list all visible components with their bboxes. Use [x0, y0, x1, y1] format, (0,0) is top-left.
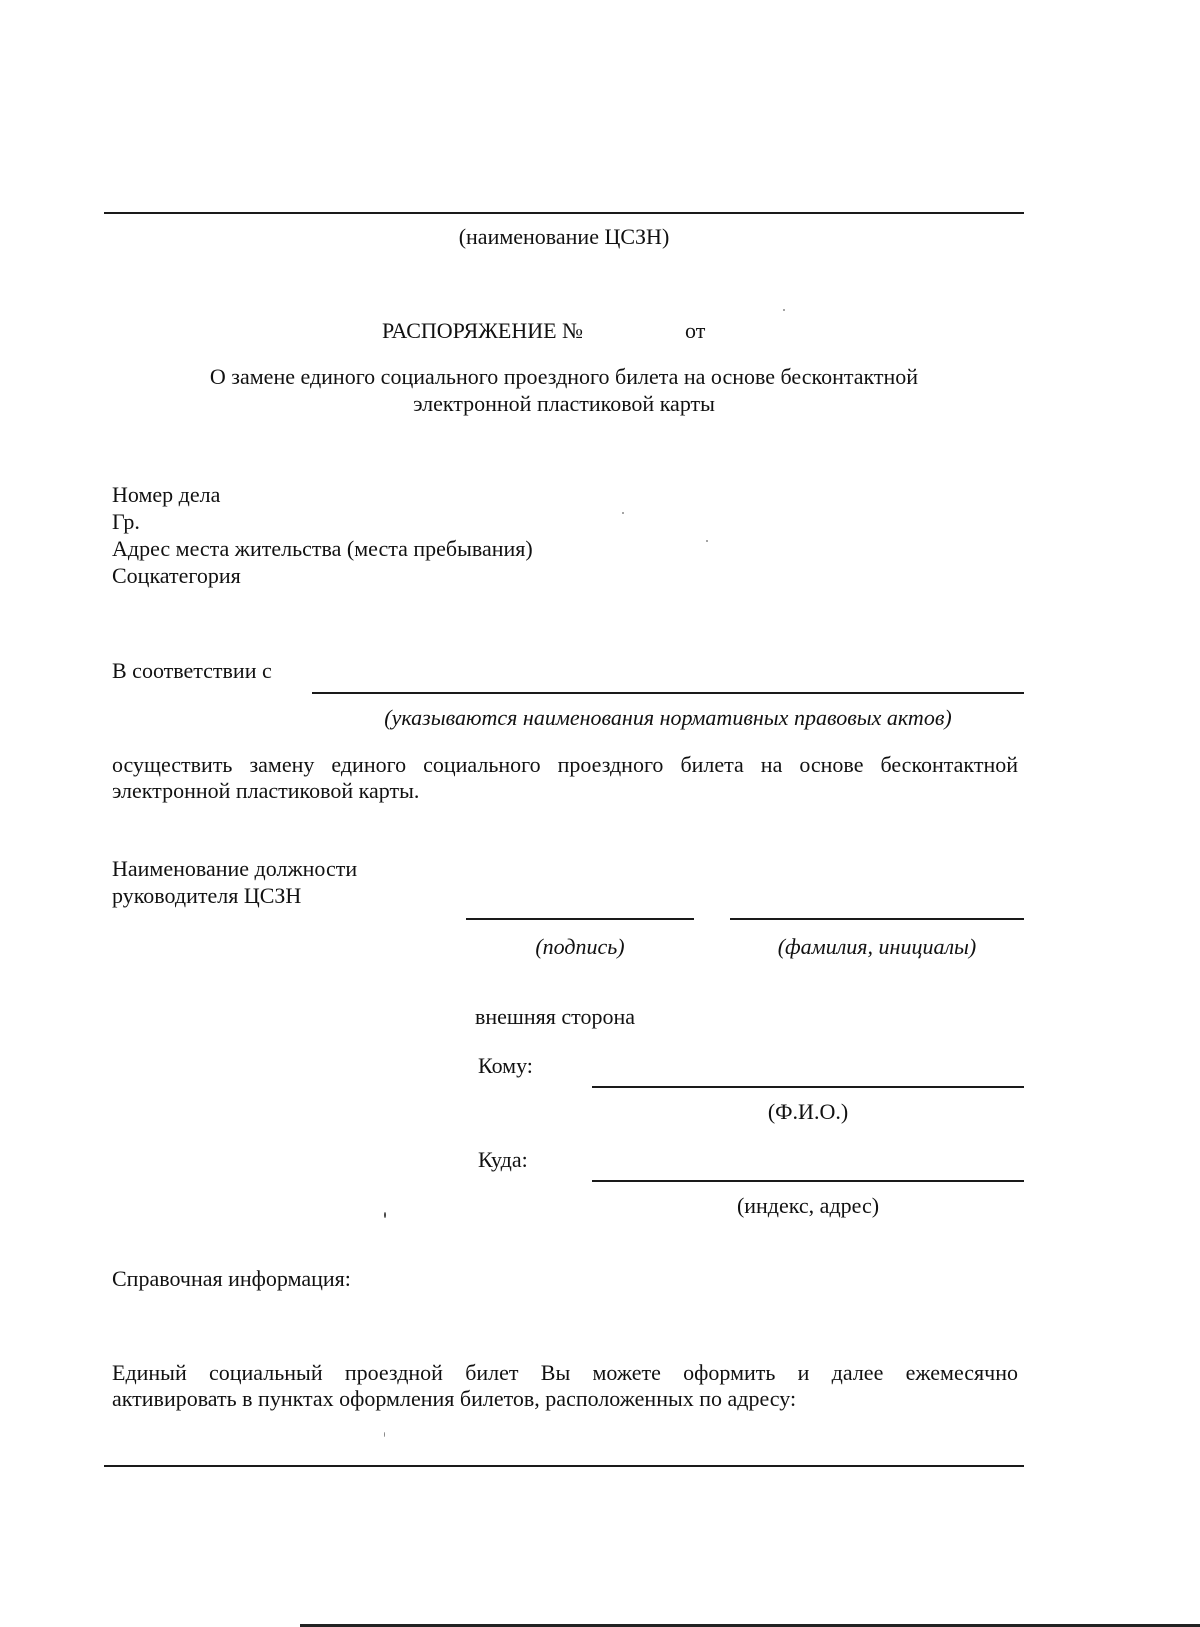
- name-caption: (фамилия, инициалы): [777, 934, 977, 959]
- scan-speck: [783, 309, 785, 311]
- reference-address-line: [104, 1465, 1024, 1467]
- name-line: [730, 918, 1024, 920]
- scan-speck: [622, 512, 624, 514]
- envelope-side-label: внешняя сторона: [475, 1004, 636, 1029]
- signature-line: [466, 918, 694, 920]
- basis-line: [312, 692, 1024, 694]
- where-caption: (индекс, адрес): [736, 1193, 880, 1218]
- to-line: [592, 1086, 1024, 1088]
- citizen-label: Гр.: [112, 509, 140, 534]
- signature-caption: (подпись): [535, 934, 625, 959]
- org-caption: (наименование ЦСЗН): [458, 224, 670, 249]
- reference-text-line2: активировать в пунктах оформления билетов, расположенных по адресу:: [112, 1386, 797, 1411]
- reference-label: Справочная информация:: [112, 1266, 351, 1291]
- scan-speck: [384, 1432, 385, 1437]
- order-subject-line1: О замене единого социального проездного билета на основе бесконтактной: [209, 364, 919, 389]
- reference-text: [112, 1360, 1018, 1412]
- where-line: [592, 1180, 1024, 1182]
- decision-text: [112, 752, 1018, 804]
- order-subject-line2: электронной пластиковой карты: [413, 391, 715, 416]
- order-title: РАСПОРЯЖЕНИЕ №: [382, 318, 584, 343]
- reference-text-line1: Единый социальный проездной билет Вы можете оформить и далее ежемесячно: [112, 1360, 1018, 1385]
- decision-text-line2: электронной пластиковой карты.: [112, 778, 420, 803]
- to-label: Кому:: [478, 1053, 533, 1078]
- position-line1: Наименование должности: [112, 856, 358, 881]
- basis-caption: (указываются наименования нормативных правовых актов): [384, 705, 952, 730]
- scan-speck: [384, 1212, 386, 1218]
- category-label: Соцкатегория: [112, 563, 241, 588]
- address-label: Адрес места жительства (места пребывания): [112, 536, 533, 561]
- basis-label: В соответствии с: [112, 658, 272, 683]
- decision-text-line1: осуществить замену единого социального проездного билета на основе бесконтактной: [112, 752, 1018, 777]
- to-caption: (Ф.И.О.): [767, 1099, 849, 1124]
- scan-speck: [706, 540, 708, 542]
- where-label: Куда:: [478, 1147, 528, 1172]
- order-title-from: от: [685, 318, 706, 343]
- case-number-label: Номер дела: [112, 482, 221, 507]
- position-line2: руководителя ЦСЗН: [112, 883, 302, 908]
- org-name-line: [104, 212, 1024, 214]
